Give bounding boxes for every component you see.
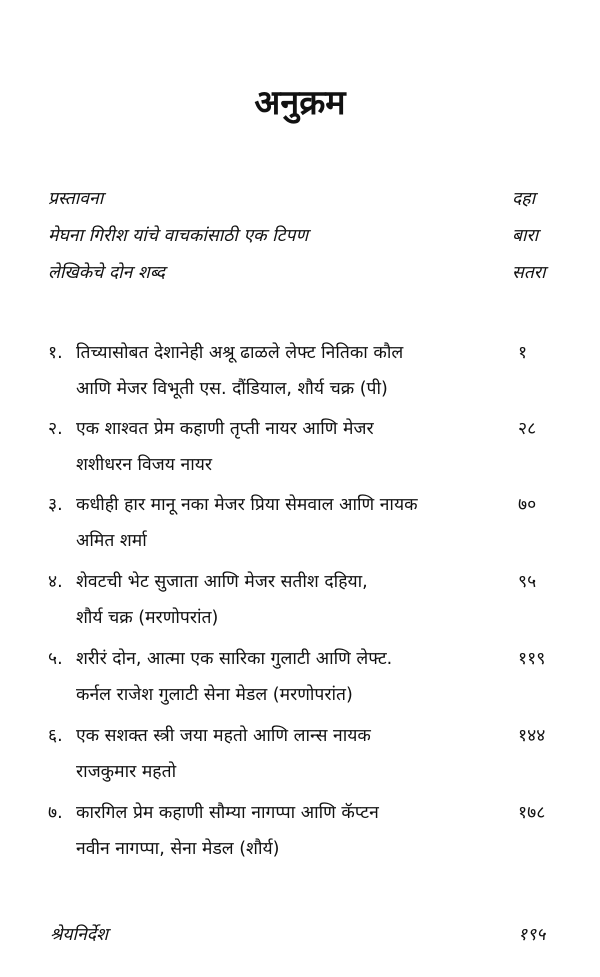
toc-entry-page: १९५: [518, 925, 546, 945]
toc-chapter-4[interactable]: [0, 564, 600, 636]
chapter-page: ९५: [518, 572, 537, 592]
toc-entry-author-words[interactable]: [0, 260, 600, 294]
toc-entry-preface[interactable]: [0, 186, 600, 220]
toc-entry-title: श्रेयनिर्देश: [50, 925, 108, 945]
chapter-title-line1: शेवटची भेट सुजाता आणि मेजर सतीश दहिया,: [76, 572, 368, 592]
chapter-number: ३.: [48, 495, 63, 515]
chapter-title-line2: आणि मेजर विभूती एस. दौंडियाल, शौर्य चक्र (पी): [76, 379, 388, 399]
toc-entry-title: प्रस्तावना: [48, 189, 104, 209]
toc-entry-note[interactable]: [0, 223, 600, 257]
chapter-page: १७८: [518, 803, 546, 823]
chapter-page: १४४: [518, 726, 546, 746]
toc-chapter-1[interactable]: [0, 335, 600, 407]
chapter-title-line1: तिच्यासोबत देशानेही अश्रू ढाळले लेफ्ट नितिका कौल: [76, 343, 404, 363]
page-title: अनुक्रम: [254, 83, 346, 123]
chapter-title-line1: एक शाश्वत प्रेम कहाणी तृप्ती नायर आणि मेजर: [76, 419, 374, 439]
toc-entry-acknowledgements[interactable]: [0, 922, 600, 956]
chapter-number: १.: [48, 343, 63, 363]
chapter-page: ११९: [518, 649, 546, 669]
chapter-number: ४.: [48, 572, 63, 592]
toc-entry-page: बारा: [512, 226, 539, 246]
chapter-page: १: [518, 343, 528, 363]
chapter-title-line2: शौर्य चक्र (मरणोपरांत): [76, 608, 219, 628]
toc-entry-title: लेखिकेचे दोन शब्द: [48, 263, 165, 283]
chapter-title-line2: कर्नल राजेश गुलाटी सेना मेडल (मरणोपरांत): [76, 685, 353, 705]
chapter-title-line2: शशीधरन विजय नायर: [76, 455, 213, 475]
chapter-title-line1: कधीही हार मानू नका मेजर प्रिया सेमवाल आणि नायक: [76, 495, 418, 515]
chapter-number: ६.: [48, 726, 63, 746]
chapter-title-line2: अमित शर्मा: [76, 531, 147, 551]
chapter-page: ७०: [518, 495, 537, 515]
chapter-title-line1: शरीरं दोन, आत्मा एक सारिका गुलाटी आणि लेफ्ट.: [76, 649, 393, 669]
toc-chapter-2[interactable]: [0, 411, 600, 483]
chapter-number: ५.: [48, 649, 63, 669]
chapter-number: २.: [48, 419, 63, 439]
chapter-number: ७.: [48, 803, 63, 823]
toc-chapter-6[interactable]: [0, 718, 600, 790]
chapter-title-line1: एक सशक्त स्त्री जया महतो आणि लान्स नायक: [76, 726, 371, 746]
chapter-title-line1: कारगिल प्रेम कहाणी सौम्या नागप्पा आणि कॅप्टन: [76, 803, 379, 823]
toc-chapter-5[interactable]: [0, 641, 600, 713]
toc-entry-page: सतरा: [512, 263, 546, 283]
toc-chapter-3[interactable]: [0, 487, 600, 559]
chapter-title-line2: राजकुमार महतो: [76, 762, 177, 782]
toc-chapter-7[interactable]: [0, 795, 600, 867]
toc-entry-page: दहा: [512, 189, 536, 209]
toc-entry-title: मेघना गिरीश यांचे वाचकांसाठी एक टिपण: [48, 226, 309, 246]
chapter-title-line2: नवीन नागप्पा, सेना मेडल (शौर्य): [76, 839, 280, 859]
chapter-page: २८: [518, 419, 537, 439]
